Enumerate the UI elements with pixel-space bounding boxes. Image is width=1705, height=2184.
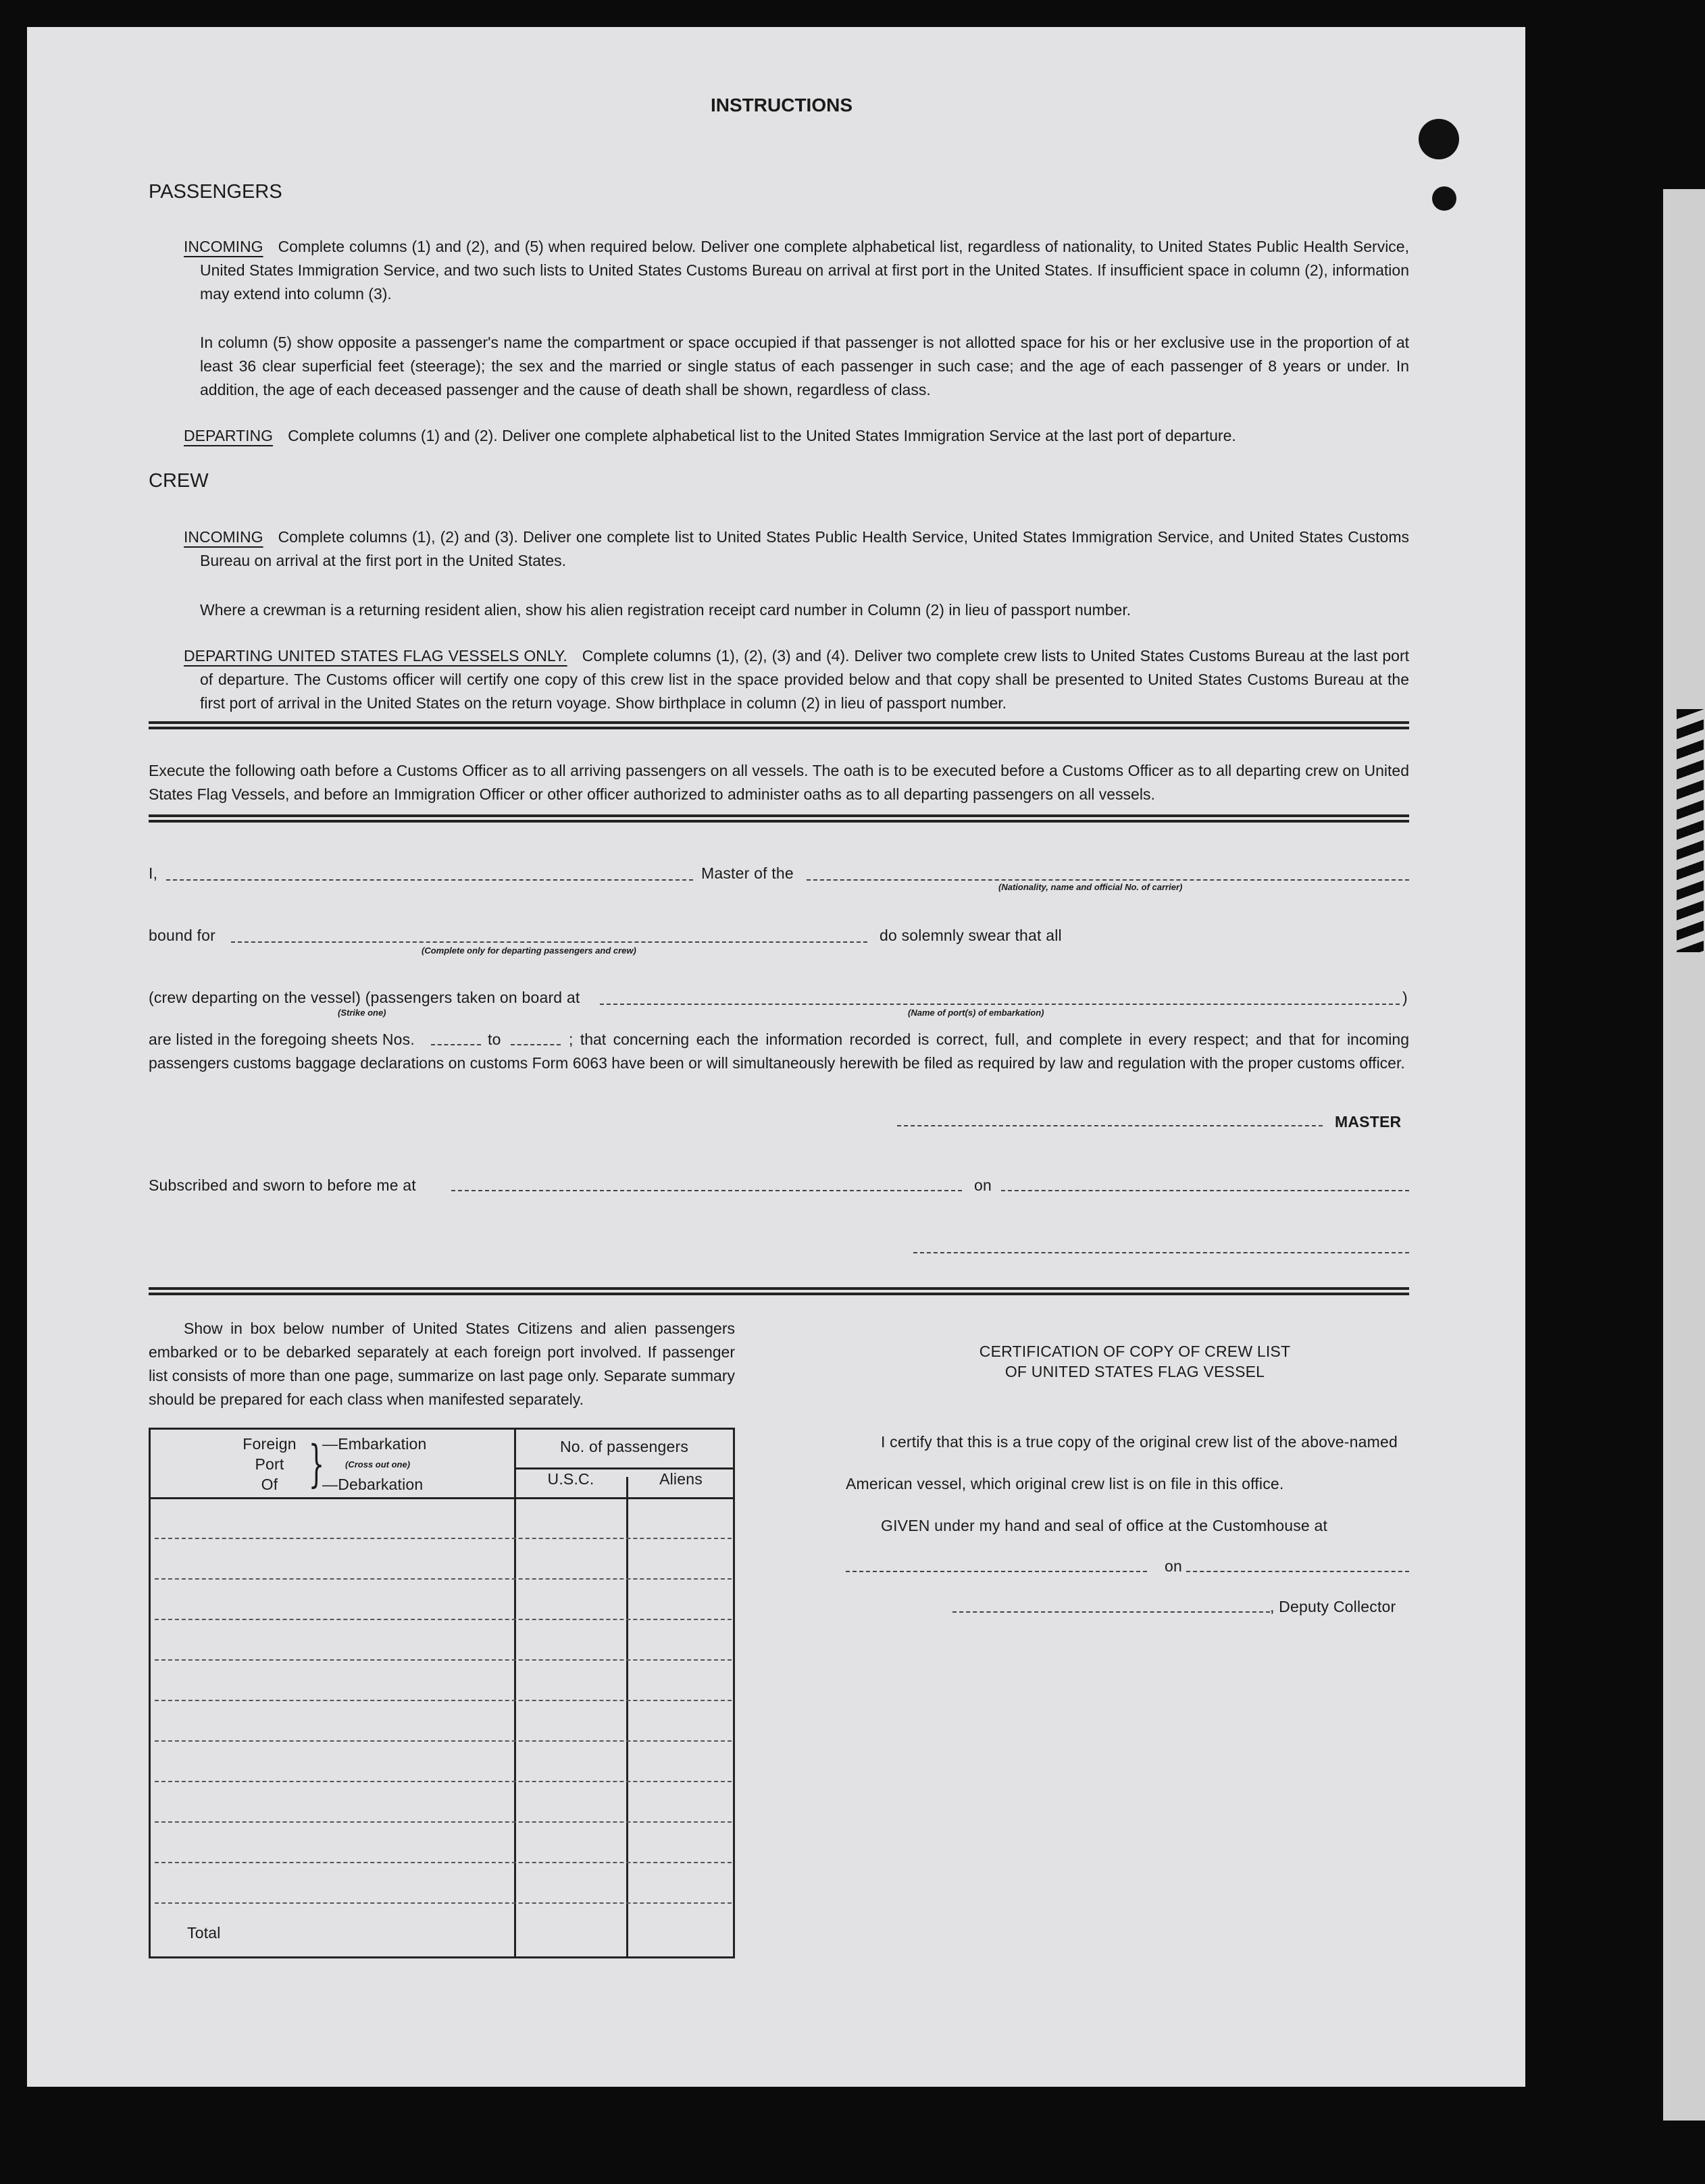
subscribed-place-field[interactable] bbox=[451, 1190, 962, 1191]
passengers-departing-label: DEPARTING bbox=[184, 427, 274, 444]
subscribed-date-field[interactable] bbox=[1001, 1190, 1409, 1191]
embarkation-port-field[interactable] bbox=[600, 1004, 1400, 1005]
passengers-departing-paragraph bbox=[184, 424, 1409, 448]
master-name-field[interactable] bbox=[166, 879, 693, 881]
table-row[interactable] bbox=[155, 1862, 732, 1863]
oath-instructions: Execute the following oath before a Customs Officer as to all arriving passengers on all vessels. The oath is to be executed before a Customs Officer as to all departing crew on United States Flag Vessels, and before an Immigration Officer or other officer authorized to administer oaths as to all departing passengers on all vessels. bbox=[149, 762, 1409, 803]
oath-swear: do solemnly swear that all bbox=[880, 927, 1062, 944]
header-no-of-passengers: No. of passengers bbox=[559, 1438, 689, 1455]
passengers-incoming-paragraph bbox=[184, 235, 1409, 306]
oath-listed-rest bbox=[149, 1028, 1409, 1075]
ports-caption: (Name of port(s) of embarkation) bbox=[908, 1008, 1044, 1018]
certification-line1: I certify that this is a true copy of the original crew list of the above-named bbox=[881, 1433, 1398, 1451]
bound-caption: (Complete only for departing passengers and crew) bbox=[422, 945, 636, 956]
table-divider bbox=[514, 1430, 516, 1956]
crew-incoming-paragraph bbox=[184, 525, 1409, 573]
strike-caption: (Strike one) bbox=[338, 1008, 386, 1018]
bound-for-field[interactable] bbox=[231, 941, 867, 943]
header-usc: U.S.C. bbox=[547, 1470, 594, 1488]
section-rule bbox=[149, 721, 1409, 729]
header-aliens: Aliens bbox=[659, 1470, 703, 1488]
table-row[interactable] bbox=[155, 1700, 732, 1701]
table-row[interactable] bbox=[155, 1781, 732, 1782]
oath-subscribed: Subscribed and sworn to before me at bbox=[149, 1176, 416, 1194]
header-cross-out: (Cross out one) bbox=[345, 1459, 411, 1470]
table-row[interactable] bbox=[155, 1740, 732, 1742]
instructions-title: INSTRUCTIONS bbox=[711, 95, 852, 115]
oath-master-label: MASTER bbox=[1335, 1113, 1402, 1130]
header-debarkation: —Debarkation bbox=[322, 1476, 424, 1493]
certification-on: on bbox=[1165, 1557, 1182, 1575]
form-page bbox=[27, 27, 1525, 2087]
oath-to: to bbox=[488, 1031, 501, 1048]
oath-master-of-the: Master of the bbox=[701, 864, 794, 882]
crew-crewman-paragraph: Where a crewman is a returning resident alien, show his alien registration receipt card number in Column (2) in lieu of passport number. bbox=[200, 601, 1131, 619]
adjacent-page-notch bbox=[1677, 709, 1704, 952]
nationality-caption: (Nationality, name and official No. of carrier) bbox=[998, 882, 1183, 892]
crew-incoming-label: INCOMING bbox=[184, 528, 263, 546]
crew-incoming-text: Complete columns (1), (2) and (3). Deliver one complete list to United States Public Health Service, United States Immigration Service, and United States Customs Bureau on arrival at the first port in the United States. bbox=[200, 528, 1409, 569]
passengers-heading: PASSENGERS bbox=[149, 181, 282, 203]
certification-deputy: , Deputy Collector bbox=[1270, 1598, 1396, 1615]
certification-title-line1: CERTIFICATION OF COPY OF CREW LIST bbox=[979, 1343, 1291, 1360]
certification-line2: American vessel, which original crew list is on file in this office. bbox=[846, 1475, 1284, 1492]
passenger-summary-table bbox=[149, 1428, 735, 1958]
oath-crew-departing: (crew departing on the vessel) (passengers taken on board at bbox=[149, 989, 580, 1006]
ink-blot bbox=[1419, 119, 1459, 159]
passengers-incoming-text: Complete columns (1) and (2), and (5) when required below. Deliver one complete alphabetical list, regardless of nationality, to United States Public Health Service, United States Immigration Service, and two such lists to United States Customs Bureau on arrival at first port in the United States. If insufficient space in column (2), information may extend into column (3). bbox=[200, 238, 1409, 303]
total-label: Total bbox=[187, 1924, 221, 1942]
header-port: Port bbox=[255, 1455, 284, 1473]
carrier-field[interactable] bbox=[807, 879, 1409, 881]
oath-i-label: I, bbox=[149, 864, 158, 882]
oath-on: on bbox=[974, 1176, 992, 1194]
summary-intro: Show in box below number of United States Citizens and alien passengers embarked or to be debarked separately at each foreign port involved. If passenger list consists of more than one page, summarize on last page only. Separate summary should be prepared for each class when manifested separately. bbox=[149, 1320, 735, 1408]
certification-title-line2: OF UNITED STATES FLAG VESSEL bbox=[1004, 1363, 1265, 1380]
crew-heading: CREW bbox=[149, 470, 209, 492]
certification-given: GIVEN under my hand and seal of office at the Customhouse at bbox=[881, 1517, 1328, 1534]
header-embarkation: —Embarkation bbox=[322, 1435, 427, 1453]
table-row[interactable] bbox=[155, 1538, 732, 1539]
crew-departing-label: DEPARTING UNITED STATES FLAG VESSELS ONLY. bbox=[184, 647, 567, 665]
header-foreign: Foreign bbox=[243, 1435, 297, 1453]
table-divider bbox=[151, 1497, 734, 1499]
table-row[interactable] bbox=[155, 1578, 732, 1580]
section-rule bbox=[149, 1287, 1409, 1295]
table-row[interactable] bbox=[155, 1821, 732, 1823]
master-signature-field[interactable] bbox=[897, 1125, 1323, 1126]
table-row[interactable] bbox=[155, 1902, 732, 1904]
passengers-column5-paragraph: In column (5) show opposite a passenger's name the compartment or space occupied if that passenger is not allotted space for his or her exclusive use in the proportion of at least 36 clear superficial feet (steerage); the sex and the married or single status of each passenger in such case; and the age of each passenger of 8 years or under. In addition, the age of each deceased passenger and the cause of death shall be shown, regardless of class. bbox=[200, 334, 1409, 398]
table-row[interactable] bbox=[155, 1659, 732, 1661]
deputy-signature-field[interactable] bbox=[952, 1611, 1270, 1613]
adjacent-page-edge bbox=[1663, 189, 1705, 2121]
customhouse-place-field[interactable] bbox=[846, 1571, 1147, 1572]
oath-listed-in: are listed in the foregoing sheets Nos. bbox=[149, 1031, 415, 1048]
oath-bound-for: bound for bbox=[149, 927, 215, 944]
section-rule bbox=[149, 814, 1409, 823]
officer-signature-field[interactable] bbox=[913, 1252, 1409, 1253]
oath-close-paren: ) bbox=[1402, 989, 1408, 1006]
crew-departing-text: Complete columns (1), (2), (3) and (4). Deliver two complete crew lists to United States Customs Bureau at the last port of departure. The Customs officer will certify one copy of this crew list in the space provided below and that copy shall be presented to United States Customs Bureau at the first port of arrival in the United States on the return voyage. Show birthplace in column (2) in lieu of passport number. bbox=[200, 647, 1409, 712]
ink-blot bbox=[1432, 186, 1456, 211]
passengers-departing-text: Complete columns (1) and (2). Deliver one complete alphabetical list to the United States Immigration Service at the last port of departure. bbox=[288, 427, 1236, 444]
header-brace: } bbox=[308, 1435, 325, 1493]
header-of: Of bbox=[261, 1476, 278, 1493]
table-divider bbox=[626, 1477, 628, 1956]
certification-date-field[interactable] bbox=[1186, 1571, 1409, 1572]
crew-departing-paragraph bbox=[184, 644, 1409, 715]
table-row[interactable] bbox=[155, 1619, 732, 1620]
passengers-incoming-label: INCOMING bbox=[184, 238, 263, 255]
oath-listed-rest-text: ; that concerning each the information recorded is correct, full, and complete in every respect; and that for incoming passengers customs baggage declarations on customs Form 6063 have been or will simultaneously herewith be filed as required by law and regulation with the proper customs officer. bbox=[149, 1031, 1409, 1072]
